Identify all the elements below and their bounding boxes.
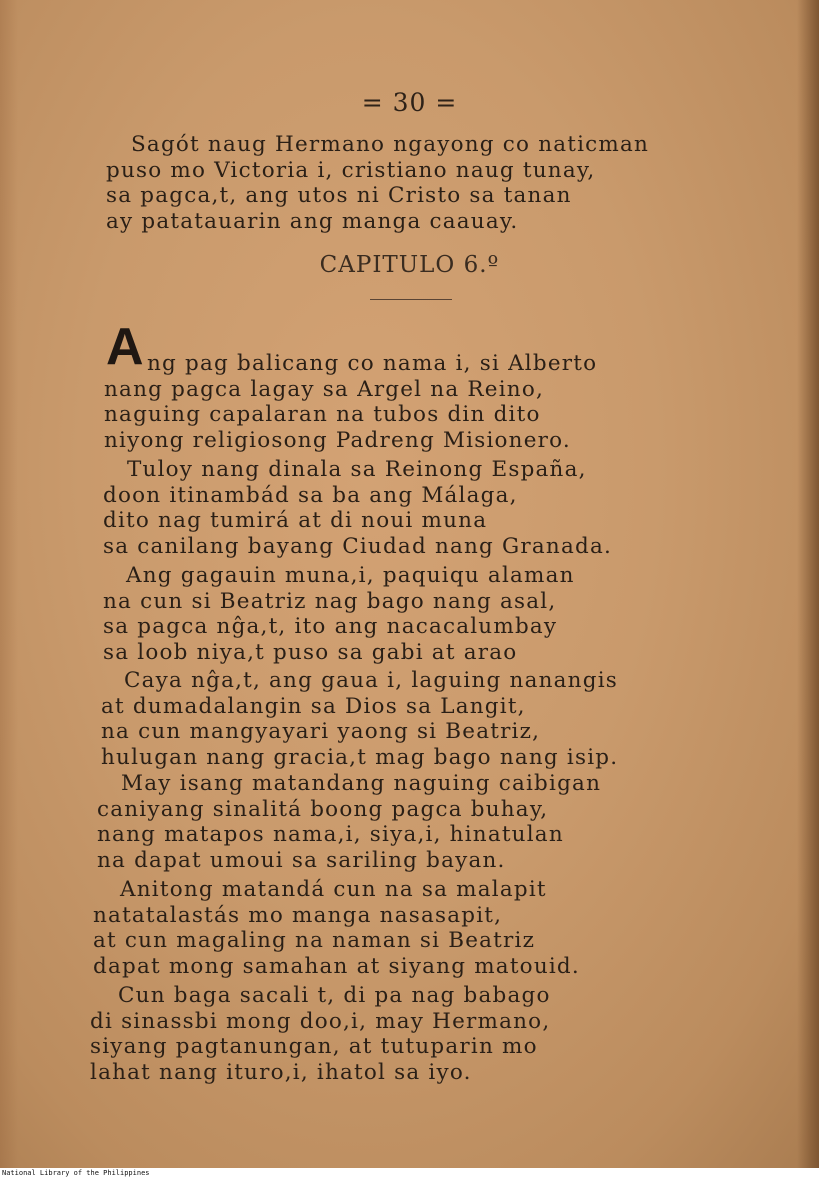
verse-line: Anitong matandá cun na sa malapit: [120, 877, 547, 902]
verse-line: Tuloy nang dinala sa Reinong España,: [127, 457, 587, 482]
drop-cap: A: [106, 318, 144, 376]
verse-line: na cun si Beatriz nag bago nang asal,: [103, 588, 557, 614]
verse-line: ay patatauarin ang manga caauay.: [106, 208, 519, 234]
chapter-title: CAPITULO 6.º: [319, 252, 500, 278]
verse-line: dapat mong samahan at siyang matouid.: [93, 953, 580, 979]
verse-line: lahat nang ituro,i, ihatol sa iyo.: [90, 1059, 472, 1085]
verse-line: sa loob niya,t puso sa gabi at arao: [103, 639, 518, 665]
verse-line: natatalastás mo manga nasasapit,: [93, 902, 503, 928]
verse-line: Cun baga sacali t, di pa nag babago: [118, 983, 551, 1008]
verse-line: di sinassbi mong doo,i, may Hermano,: [90, 1008, 551, 1034]
verse-line: doon itinambád sa ba ang Málaga,: [103, 482, 518, 508]
verse-line: nang pagca lagay sa Argel na Reino,: [104, 376, 545, 402]
chapter-divider: [370, 299, 452, 300]
verse-line: May isang matandang naguing caibigan: [121, 771, 602, 796]
verse-line: siyang pagtanungan, at tutuparin mo: [90, 1034, 538, 1060]
verse-line: sa canilang bayang Ciudad nang Granada.: [103, 533, 613, 559]
verse-line: Ang gagauin muna,i, paquiqu alaman: [126, 563, 575, 588]
stanza: [0, 351, 819, 453]
verse-line: nang matapos nama,i, siya,i, hinatulan: [97, 822, 564, 848]
verse-line: niyong religiosong Padreng Misionero.: [104, 427, 571, 453]
footer-bar: [0, 1168, 819, 1178]
stanza: [0, 877, 819, 979]
verse-line: sa pagca,t, ang utos ni Cristo sa tanan: [106, 183, 572, 209]
verse-line: naguing capalaran na tubos din dito: [104, 402, 541, 428]
verse-line: at cun magaling na naman si Beatriz: [93, 928, 536, 954]
footer-credit: National Library of the Philippines: [2, 1169, 150, 1177]
verse-line: at dumadalangin sa Dios sa Langit,: [101, 693, 526, 719]
stanza: [0, 457, 819, 559]
verse-line: Caya nĝa,t, ang gaua i, laguing nanangis: [124, 668, 618, 693]
verse-line: ng pag balicang co nama i, si Alberto: [147, 351, 598, 376]
page-number: = 30 =: [361, 88, 458, 117]
stanza: [0, 983, 819, 1085]
verse-line: puso mo Victoria i, cristiano naug tunay,: [106, 157, 596, 183]
intro-stanza: [0, 132, 819, 234]
verse-line: na dapat umoui sa sariling bayan.: [97, 847, 506, 873]
verse-line: Sagót naug Hermano ngayong co naticman: [131, 132, 650, 157]
verse-line: sa pagca nĝa,t, ito ang nacacalumbay: [103, 614, 558, 640]
stanza: [0, 771, 819, 873]
verse-line: na cun mangyayari yaong si Beatriz,: [101, 719, 541, 745]
verse-line: hulugan nang gracia,t mag bago nang isip.: [101, 744, 619, 770]
verse-line: dito nag tumirá at di noui muna: [103, 508, 488, 534]
stanza: [0, 563, 819, 665]
stanza: [0, 668, 819, 770]
verse-line: caniyang sinalitá boong pagca buhay,: [97, 796, 549, 822]
